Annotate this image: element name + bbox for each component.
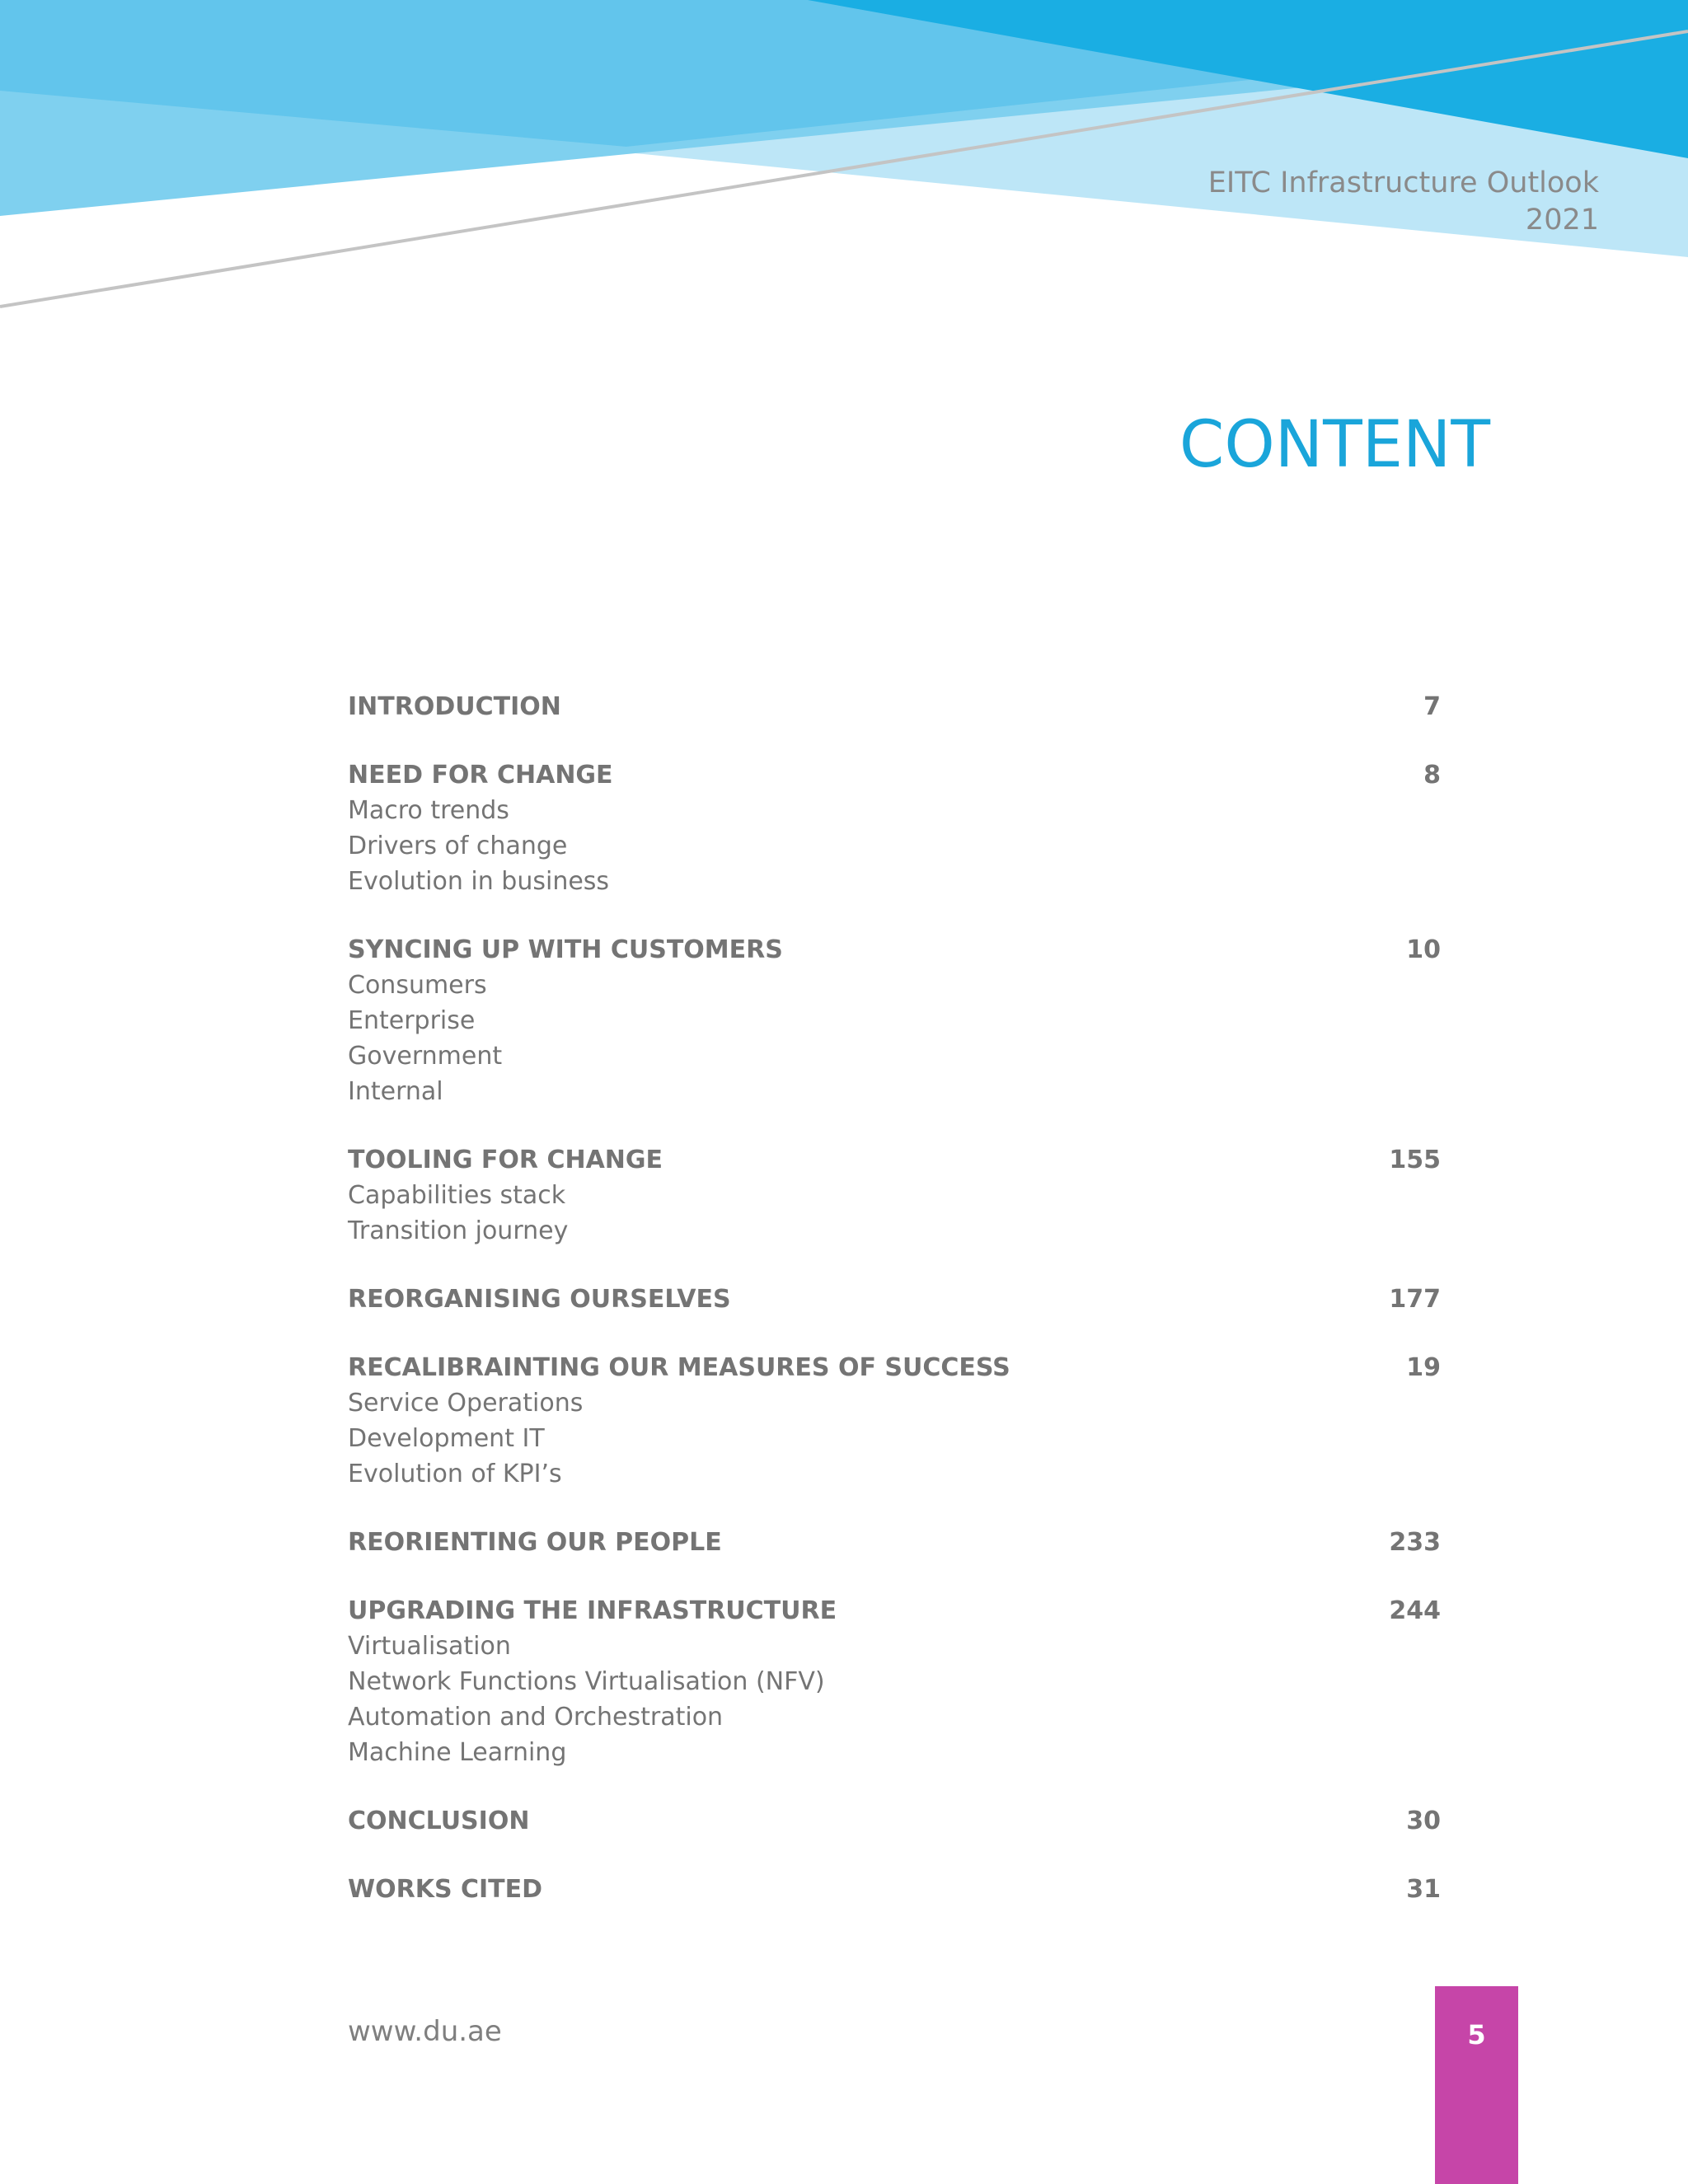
- toc-entry[interactable]: [348, 1142, 1441, 1178]
- toc-entry-title: REORIENTING OUR PEOPLE: [348, 1528, 722, 1557]
- toc-entry[interactable]: [348, 689, 1441, 724]
- page-number: 5: [1467, 2019, 1486, 2050]
- footer-url[interactable]: www.du.ae: [348, 2015, 502, 2048]
- toc-entry[interactable]: [348, 1593, 1441, 1629]
- toc-section: [348, 932, 1441, 1109]
- toc-entry-page: 155: [1389, 1146, 1441, 1174]
- toc-entry-title: SYNCING UP WITH CUSTOMERS: [348, 935, 783, 964]
- document-title-line1: EITC Infrastructure Outlook: [1207, 166, 1599, 199]
- toc-subentry[interactable]: Consumers: [348, 971, 487, 1000]
- header-banner: [0, 0, 1688, 313]
- toc-entry[interactable]: [348, 932, 1441, 968]
- toc-section: [348, 1282, 1441, 1317]
- toc-section: [348, 757, 1441, 899]
- toc-subentry[interactable]: Automation and Orchestration: [348, 1703, 724, 1732]
- toc-entry-page: 19: [1406, 1353, 1441, 1382]
- document-title-line2: 2021: [1525, 204, 1599, 237]
- toc-entry-page: 244: [1389, 1596, 1441, 1625]
- toc-entry[interactable]: [348, 1525, 1441, 1560]
- toc-entry-title: TOOLING FOR CHANGE: [348, 1146, 663, 1174]
- toc-section: [348, 1525, 1441, 1560]
- toc-entry-page: 233: [1389, 1528, 1441, 1557]
- toc-entry-title: INTRODUCTION: [348, 692, 561, 721]
- toc-subentry[interactable]: Enterprise: [348, 1006, 476, 1035]
- toc-subentry[interactable]: Government: [348, 1042, 503, 1071]
- toc-subentry[interactable]: Evolution in business: [348, 867, 610, 896]
- page-number-tab: [1435, 1986, 1518, 2184]
- toc-section: [348, 1593, 1441, 1770]
- toc-subentry[interactable]: Internal: [348, 1077, 443, 1106]
- toc-subentry[interactable]: Capabilities stack: [348, 1181, 566, 1210]
- toc-entry-page: 177: [1389, 1285, 1441, 1314]
- toc-subentry[interactable]: Evolution of KPI’s: [348, 1460, 562, 1488]
- toc-subentry[interactable]: Transition journey: [348, 1216, 569, 1245]
- toc-entry-title: WORKS CITED: [348, 1875, 543, 1904]
- toc-entry[interactable]: [348, 757, 1441, 793]
- toc-entry-title: CONCLUSION: [348, 1807, 530, 1835]
- page-title: CONTENT: [1179, 408, 1490, 482]
- toc-subentry[interactable]: Development IT: [348, 1424, 545, 1453]
- toc-section: [348, 1350, 1441, 1492]
- toc-entry-title: UPGRADING THE INFRASTRUCTURE: [348, 1596, 837, 1625]
- toc-entry-title: REORGANISING OURSELVES: [348, 1285, 731, 1314]
- toc-entry-title: RECALIBRAINTING OUR MEASURES OF SUCCESS: [348, 1353, 1010, 1382]
- toc-subentry[interactable]: Machine Learning: [348, 1738, 567, 1767]
- toc-entry-title: NEED FOR CHANGE: [348, 761, 613, 790]
- toc-section: [348, 1803, 1441, 1839]
- toc-subentry[interactable]: Service Operations: [348, 1389, 584, 1418]
- toc-entry-page: 31: [1406, 1875, 1441, 1904]
- toc-section: [348, 1872, 1441, 1907]
- table-of-contents: [348, 689, 1441, 1940]
- toc-section: [348, 689, 1441, 724]
- toc-entry-page: 30: [1406, 1807, 1441, 1835]
- toc-entry-page: 10: [1406, 935, 1441, 964]
- toc-entry[interactable]: [348, 1803, 1441, 1839]
- toc-entry-page: 8: [1423, 761, 1441, 790]
- toc-subentry[interactable]: Macro trends: [348, 796, 509, 825]
- toc-entry[interactable]: [348, 1872, 1441, 1907]
- toc-subentry[interactable]: Network Functions Virtualisation (NFV): [348, 1667, 825, 1696]
- toc-subentry[interactable]: Drivers of change: [348, 832, 568, 860]
- toc-subentry[interactable]: Virtualisation: [348, 1632, 511, 1661]
- toc-entry[interactable]: [348, 1350, 1441, 1385]
- toc-entry[interactable]: [348, 1282, 1441, 1317]
- document-title: [940, 165, 1599, 239]
- toc-entry-page: 7: [1423, 692, 1441, 721]
- toc-section: [348, 1142, 1441, 1249]
